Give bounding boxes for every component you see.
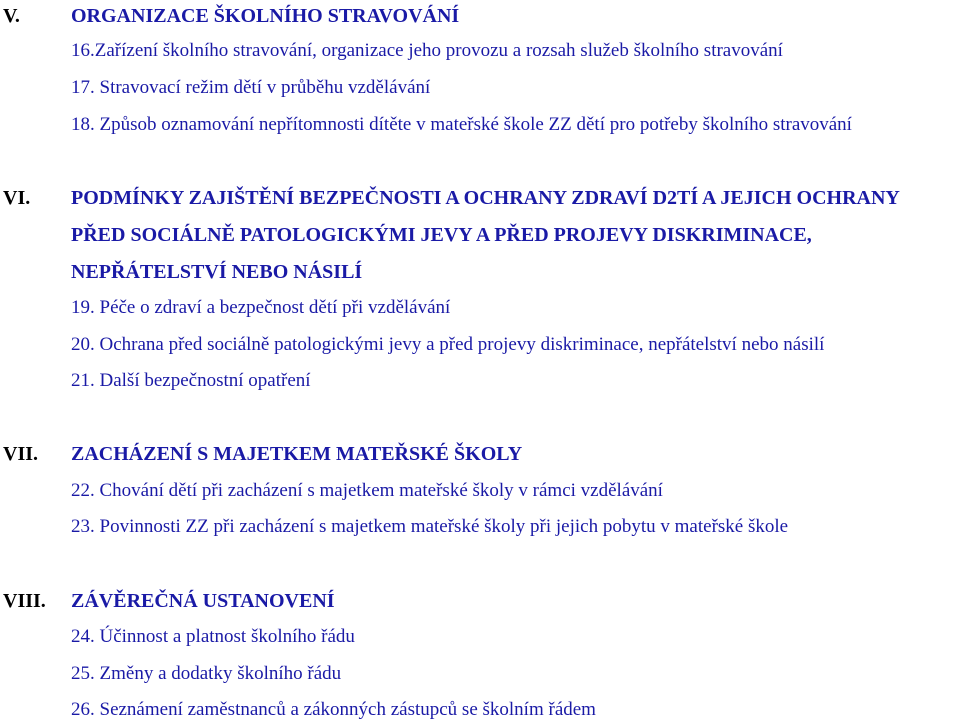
section-vi-heading-line-1[interactable]: PODMÍNKY ZAJIŠTĚNÍ BEZPEČNOSTI A OCHRANY ZDRAVÍ D2TÍ A JEJICH OCHRANY: [71, 187, 900, 209]
toc-item-19[interactable]: 19. Péče o zdraví a bezpečnost dětí při vzdělávání: [71, 297, 451, 318]
toc-item-17[interactable]: 17. Stravovací režim dětí v průběhu vzdělávání: [71, 77, 431, 98]
toc-item-24[interactable]: 24. Účinnost a platnost školního řádu: [71, 626, 355, 647]
section-v-numeral: V.: [3, 5, 20, 27]
section-viii-heading[interactable]: ZÁVĚREČNÁ USTANOVENÍ: [71, 590, 335, 612]
toc-item-18[interactable]: 18. Způsob oznamování nepřítomnosti dítěte v mateřské škole ZZ dětí pro potřeby školního stravování: [71, 114, 852, 135]
section-vii-heading[interactable]: ZACHÁZENÍ S MAJETKEM MATEŘSKÉ ŠKOLY: [71, 443, 523, 465]
toc-item-21[interactable]: 21. Další bezpečnostní opatření: [71, 370, 311, 391]
toc-item-22[interactable]: 22. Chování dětí při zacházení s majetkem mateřské školy v rámci vzdělávání: [71, 480, 663, 501]
section-vii-numeral: VII.: [3, 443, 39, 465]
section-vi-numeral: VI.: [3, 187, 31, 209]
section-vi-heading-line-3[interactable]: NEPŘÁTELSTVÍ NEBO NÁSILÍ: [71, 261, 363, 283]
section-v-heading[interactable]: ORGANIZACE ŠKOLNÍHO STRAVOVÁNÍ: [71, 5, 460, 27]
section-viii-numeral: VIII.: [3, 590, 46, 612]
section-vi-heading-line-2[interactable]: PŘED SOCIÁLNĚ PATOLOGICKÝMI JEVY A PŘED PROJEVY DISKRIMINACE,: [71, 224, 812, 246]
toc-item-26[interactable]: 26. Seznámení zaměstnanců a zákonných zástupců se školním řádem: [71, 699, 596, 720]
toc-item-25[interactable]: 25. Změny a dodatky školního řádu: [71, 663, 342, 684]
toc-item-20[interactable]: 20. Ochrana před sociálně patologickými jevy a před projevy diskriminace, nepřátelství nebo násilí: [71, 334, 825, 355]
toc-item-16[interactable]: 16.Zařízení školního stravování, organizace jeho provozu a rozsah služeb školního stravování: [71, 40, 783, 61]
toc-item-23[interactable]: 23. Povinnosti ZZ při zacházení s majetkem mateřské školy při jejich pobytu v mateřské škole: [71, 516, 789, 537]
